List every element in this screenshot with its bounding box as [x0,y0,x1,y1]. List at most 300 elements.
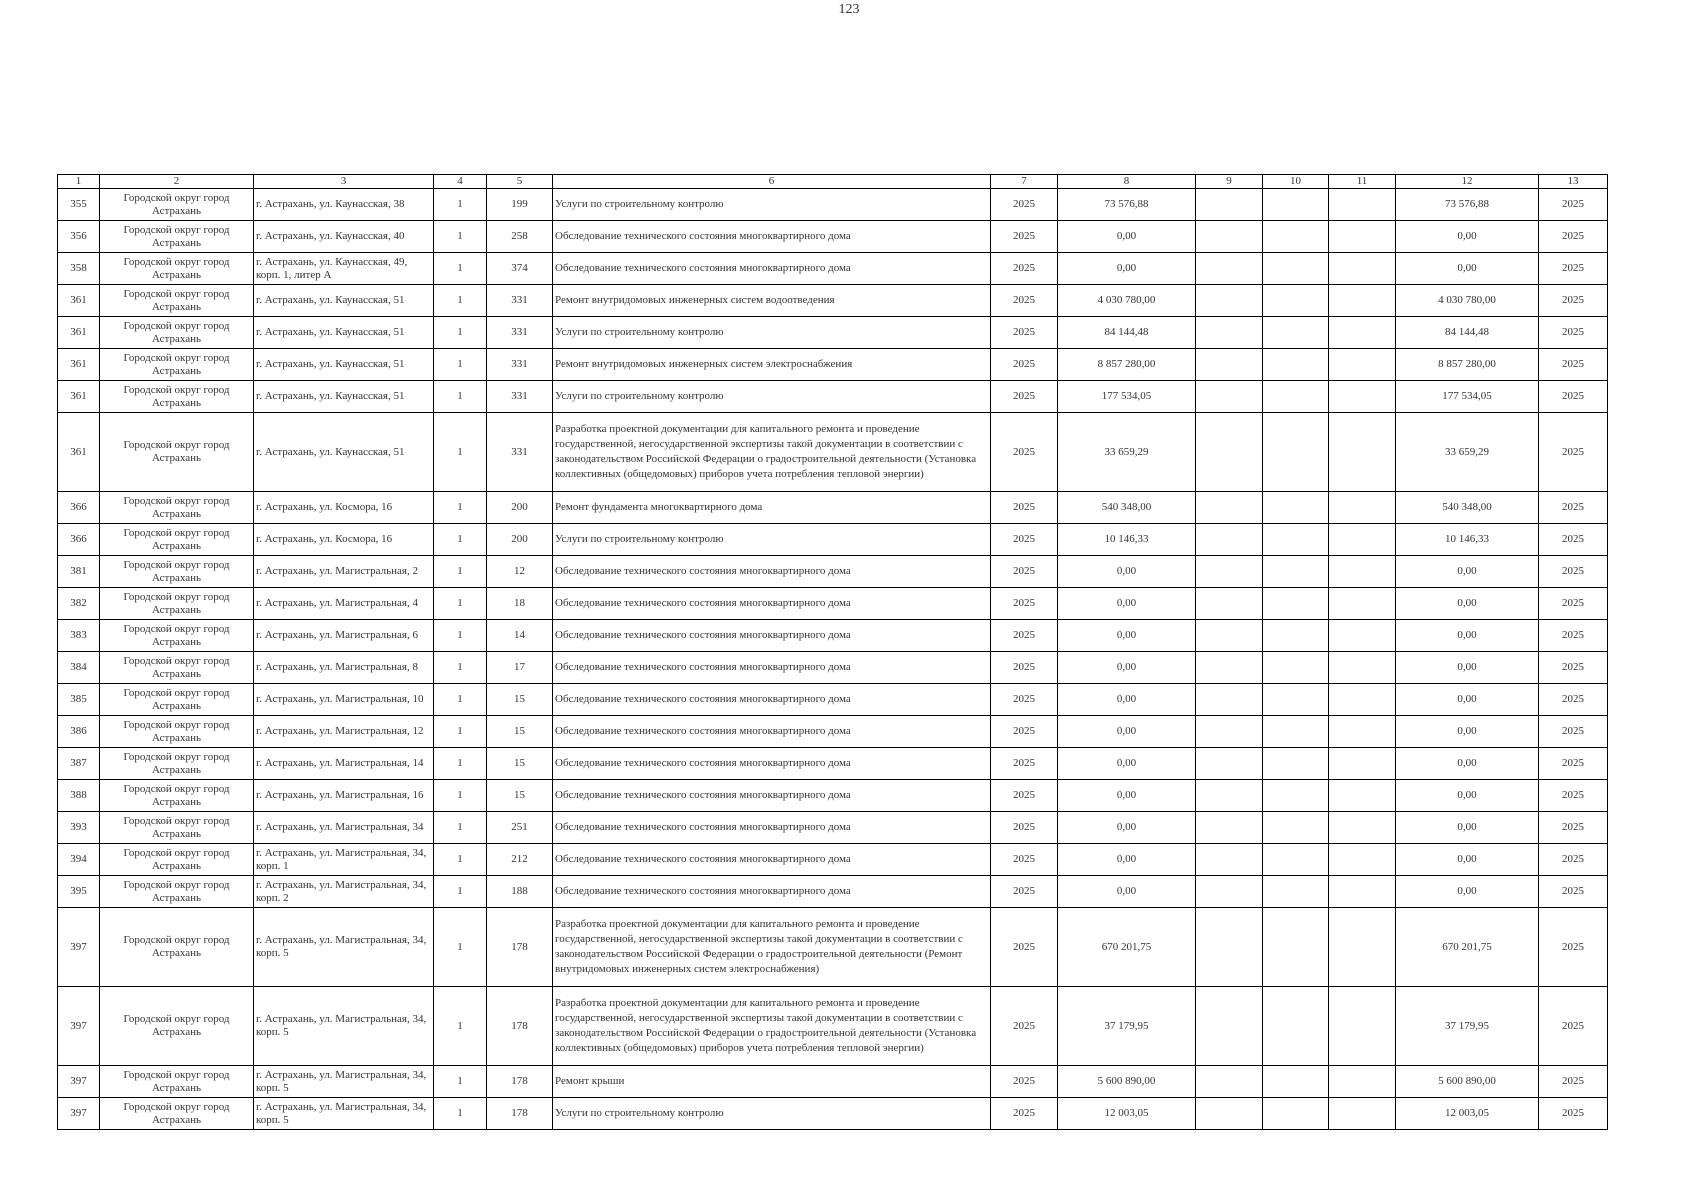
col11-cell [1329,908,1396,987]
col10-cell [1263,189,1329,221]
col9-cell [1196,780,1263,812]
work-type-cell: Обследование технического состояния многоквартирного дома [553,652,991,684]
district-cell: Городской округ город Астрахань [100,684,254,716]
col5-cell: 178 [487,908,553,987]
total-cell: 33 659,29 [1396,413,1539,492]
column-number-row [58,175,1608,189]
work-type-cell: Обследование технического состояния многоквартирного дома [553,684,991,716]
total-cell: 540 348,00 [1396,492,1539,524]
completion-year-cell: 2025 [1539,317,1608,349]
row-number-cell: 397 [58,1098,100,1130]
column-header: 12 [1396,175,1539,189]
address-cell: г. Астрахань, ул. Магистральная, 34, корп. 2 [254,876,434,908]
year-cell: 2025 [991,556,1058,588]
row-number-cell: 361 [58,413,100,492]
district-cell: Городской округ город Астрахань [100,588,254,620]
total-cell: 0,00 [1396,876,1539,908]
completion-year-cell: 2025 [1539,189,1608,221]
completion-year-cell: 2025 [1539,844,1608,876]
col11-cell [1329,652,1396,684]
col5-cell: 331 [487,317,553,349]
col11-cell [1329,1098,1396,1130]
work-type-cell: Обследование технического состояния многоквартирного дома [553,556,991,588]
total-cell: 8 857 280,00 [1396,349,1539,381]
work-type-cell: Обследование технического состояния многоквартирного дома [553,221,991,253]
completion-year-cell: 2025 [1539,908,1608,987]
district-cell: Городской округ город Астрахань [100,812,254,844]
address-cell: г. Астрахань, ул. Космора, 16 [254,492,434,524]
total-cell: 670 201,75 [1396,908,1539,987]
district-cell: Городской округ город Астрахань [100,221,254,253]
year-cell: 2025 [991,317,1058,349]
district-cell: Городской округ город Астрахань [100,317,254,349]
amount-cell: 0,00 [1058,620,1196,652]
col10-cell [1263,413,1329,492]
row-number-cell: 394 [58,844,100,876]
col5-cell: 15 [487,780,553,812]
year-cell: 2025 [991,381,1058,413]
amount-cell: 10 146,33 [1058,524,1196,556]
row-number-cell: 366 [58,524,100,556]
district-cell: Городской округ город Астрахань [100,492,254,524]
col5-cell: 17 [487,652,553,684]
col4-cell: 1 [434,876,487,908]
col11-cell [1329,844,1396,876]
col11-cell [1329,556,1396,588]
address-cell: г. Астрахань, ул. Магистральная, 34, корп. 5 [254,1098,434,1130]
col11-cell [1329,524,1396,556]
col11-cell [1329,221,1396,253]
col10-cell [1263,253,1329,285]
completion-year-cell: 2025 [1539,652,1608,684]
col4-cell: 1 [434,221,487,253]
row-number-cell: 382 [58,588,100,620]
amount-cell: 670 201,75 [1058,908,1196,987]
col4-cell: 1 [434,189,487,221]
row-number-cell: 361 [58,349,100,381]
col11-cell [1329,413,1396,492]
col4-cell: 1 [434,652,487,684]
col10-cell [1263,987,1329,1066]
completion-year-cell: 2025 [1539,780,1608,812]
col5-cell: 178 [487,1066,553,1098]
col10-cell [1263,812,1329,844]
completion-year-cell: 2025 [1539,381,1608,413]
col9-cell [1196,876,1263,908]
work-type-cell: Разработка проектной документации для капитального ремонта и проведение государственной, негосударственной экспертизы такой документации в соответствии с законодательством Российской Федерации о градостроительной деятельности (Ремонт внутридомовых инженерных систем электроснабжения) [553,908,991,987]
col4-cell: 1 [434,524,487,556]
amount-cell: 0,00 [1058,253,1196,285]
col9-cell [1196,381,1263,413]
work-type-cell: Ремонт фундамента многоквартирного дома [553,492,991,524]
col4-cell: 1 [434,908,487,987]
total-cell: 73 576,88 [1396,189,1539,221]
column-header: 13 [1539,175,1608,189]
work-type-cell: Ремонт внутридомовых инженерных систем электроснабжения [553,349,991,381]
col4-cell: 1 [434,1098,487,1130]
address-cell: г. Астрахань, ул. Каунасская, 51 [254,413,434,492]
col10-cell [1263,876,1329,908]
col11-cell [1329,748,1396,780]
row-number-cell: 393 [58,812,100,844]
col5-cell: 15 [487,716,553,748]
year-cell: 2025 [991,748,1058,780]
table-row [58,221,1608,253]
col10-cell [1263,524,1329,556]
table-row [58,844,1608,876]
col10-cell [1263,285,1329,317]
column-header: 10 [1263,175,1329,189]
col10-cell [1263,684,1329,716]
district-cell: Городской округ город Астрахань [100,780,254,812]
col4-cell: 1 [434,620,487,652]
amount-cell: 0,00 [1058,716,1196,748]
amount-cell: 0,00 [1058,844,1196,876]
amount-cell: 5 600 890,00 [1058,1066,1196,1098]
address-cell: г. Астрахань, ул. Каунасская, 40 [254,221,434,253]
total-cell: 0,00 [1396,253,1539,285]
col9-cell [1196,492,1263,524]
col9-cell [1196,652,1263,684]
completion-year-cell: 2025 [1539,1066,1608,1098]
work-type-cell: Обследование технического состояния многоквартирного дома [553,588,991,620]
col9-cell [1196,812,1263,844]
total-cell: 0,00 [1396,684,1539,716]
col9-cell [1196,524,1263,556]
year-cell: 2025 [991,285,1058,317]
col4-cell: 1 [434,413,487,492]
col11-cell [1329,620,1396,652]
work-type-cell: Услуги по строительному контролю [553,381,991,413]
work-type-cell: Обследование технического состояния многоквартирного дома [553,253,991,285]
row-number-cell: 358 [58,253,100,285]
table-row [58,876,1608,908]
col11-cell [1329,381,1396,413]
year-cell: 2025 [991,492,1058,524]
col9-cell [1196,189,1263,221]
completion-year-cell: 2025 [1539,285,1608,317]
table-row [58,812,1608,844]
col5-cell: 178 [487,1098,553,1130]
col11-cell [1329,812,1396,844]
work-type-cell: Обследование технического состояния многоквартирного дома [553,876,991,908]
column-header: 11 [1329,175,1396,189]
total-cell: 0,00 [1396,588,1539,620]
col9-cell [1196,1066,1263,1098]
row-number-cell: 361 [58,381,100,413]
col5-cell: 178 [487,987,553,1066]
col11-cell [1329,253,1396,285]
col9-cell [1196,349,1263,381]
completion-year-cell: 2025 [1539,413,1608,492]
table-row [58,413,1608,492]
col5-cell: 199 [487,189,553,221]
district-cell: Городской округ город Астрахань [100,987,254,1066]
col10-cell [1263,908,1329,987]
work-type-cell: Обследование технического состояния многоквартирного дома [553,620,991,652]
work-type-cell: Обследование технического состояния многоквартирного дома [553,844,991,876]
amount-cell: 8 857 280,00 [1058,349,1196,381]
total-cell: 0,00 [1396,221,1539,253]
amount-cell: 0,00 [1058,652,1196,684]
table-row [58,349,1608,381]
col5-cell: 15 [487,684,553,716]
column-header: 7 [991,175,1058,189]
address-cell: г. Астрахань, ул. Магистральная, 34, корп. 5 [254,987,434,1066]
col9-cell [1196,716,1263,748]
amount-cell: 0,00 [1058,588,1196,620]
year-cell: 2025 [991,652,1058,684]
address-cell: г. Астрахань, ул. Магистральная, 16 [254,780,434,812]
total-cell: 84 144,48 [1396,317,1539,349]
col9-cell [1196,844,1263,876]
amount-cell: 37 179,95 [1058,987,1196,1066]
col9-cell [1196,221,1263,253]
district-cell: Городской округ город Астрахань [100,381,254,413]
col11-cell [1329,317,1396,349]
col4-cell: 1 [434,492,487,524]
row-number-cell: 366 [58,492,100,524]
year-cell: 2025 [991,221,1058,253]
year-cell: 2025 [991,812,1058,844]
table-row [58,908,1608,987]
col10-cell [1263,652,1329,684]
district-cell: Городской округ город Астрахань [100,748,254,780]
completion-year-cell: 2025 [1539,620,1608,652]
address-cell: г. Астрахань, ул. Каунасская, 38 [254,189,434,221]
amount-cell: 177 534,05 [1058,381,1196,413]
total-cell: 4 030 780,00 [1396,285,1539,317]
col11-cell [1329,189,1396,221]
work-type-cell: Разработка проектной документации для капитального ремонта и проведение государственной, негосударственной экспертизы такой документации в соответствии с законодательством Российской Федерации о градостроительной деятельности (Установка коллективных (общедомовых) приборов учета потребления тепловой энергии) [553,413,991,492]
work-type-cell: Разработка проектной документации для капитального ремонта и проведение государственной, негосударственной экспертизы такой документации в соответствии с законодательством Российской Федерации о градостроительной деятельности (Установка коллективных (общедомовых) приборов учета потребления тепловой энергии) [553,987,991,1066]
column-header: 9 [1196,175,1263,189]
amount-cell: 12 003,05 [1058,1098,1196,1130]
district-cell: Городской округ город Астрахань [100,620,254,652]
col9-cell [1196,620,1263,652]
year-cell: 2025 [991,908,1058,987]
total-cell: 10 146,33 [1396,524,1539,556]
col5-cell: 251 [487,812,553,844]
col11-cell [1329,716,1396,748]
amount-cell: 0,00 [1058,221,1196,253]
page-number: 123 [838,2,860,17]
completion-year-cell: 2025 [1539,876,1608,908]
address-cell: г. Астрахань, ул. Каунасская, 51 [254,285,434,317]
address-cell: г. Астрахань, ул. Каунасская, 51 [254,349,434,381]
col9-cell [1196,908,1263,987]
col4-cell: 1 [434,381,487,413]
amount-cell: 84 144,48 [1058,317,1196,349]
amount-cell: 0,00 [1058,748,1196,780]
table-row [58,780,1608,812]
completion-year-cell: 2025 [1539,556,1608,588]
address-cell: г. Астрахань, ул. Магистральная, 14 [254,748,434,780]
row-number-cell: 384 [58,652,100,684]
col9-cell [1196,588,1263,620]
amount-cell: 0,00 [1058,812,1196,844]
year-cell: 2025 [991,620,1058,652]
completion-year-cell: 2025 [1539,253,1608,285]
amount-cell: 0,00 [1058,556,1196,588]
address-cell: г. Астрахань, ул. Магистральная, 34 [254,812,434,844]
address-cell: г. Астрахань, ул. Магистральная, 4 [254,588,434,620]
col5-cell: 258 [487,221,553,253]
address-cell: г. Астрахань, ул. Магистральная, 34, корп. 5 [254,908,434,987]
total-cell: 0,00 [1396,716,1539,748]
completion-year-cell: 2025 [1539,349,1608,381]
completion-year-cell: 2025 [1539,812,1608,844]
address-cell: г. Астрахань, ул. Космора, 16 [254,524,434,556]
col10-cell [1263,1066,1329,1098]
work-type-cell: Услуги по строительному контролю [553,189,991,221]
work-type-cell: Услуги по строительному контролю [553,1098,991,1130]
table-row [58,588,1608,620]
table-row [58,652,1608,684]
total-cell: 0,00 [1396,620,1539,652]
col10-cell [1263,349,1329,381]
completion-year-cell: 2025 [1539,987,1608,1066]
col5-cell: 374 [487,253,553,285]
col5-cell: 331 [487,381,553,413]
year-cell: 2025 [991,716,1058,748]
completion-year-cell: 2025 [1539,221,1608,253]
row-number-cell: 356 [58,221,100,253]
district-cell: Городской округ город Астрахань [100,908,254,987]
work-type-cell: Обследование технического состояния многоквартирного дома [553,748,991,780]
total-cell: 0,00 [1396,748,1539,780]
district-cell: Городской округ город Астрахань [100,349,254,381]
col5-cell: 331 [487,349,553,381]
total-cell: 0,00 [1396,556,1539,588]
work-type-cell: Обследование технического состояния многоквартирного дома [553,716,991,748]
row-number-cell: 355 [58,189,100,221]
col10-cell [1263,317,1329,349]
col11-cell [1329,1066,1396,1098]
table-row [58,317,1608,349]
col9-cell [1196,285,1263,317]
col11-cell [1329,684,1396,716]
completion-year-cell: 2025 [1539,684,1608,716]
year-cell: 2025 [991,684,1058,716]
col4-cell: 1 [434,780,487,812]
col10-cell [1263,620,1329,652]
address-cell: г. Астрахань, ул. Магистральная, 10 [254,684,434,716]
table-row [58,189,1608,221]
table-row [58,285,1608,317]
address-cell: г. Астрахань, ул. Каунасская, 51 [254,317,434,349]
col5-cell: 212 [487,844,553,876]
year-cell: 2025 [991,413,1058,492]
col4-cell: 1 [434,349,487,381]
amount-cell: 0,00 [1058,684,1196,716]
col11-cell [1329,876,1396,908]
col9-cell [1196,748,1263,780]
capital-repair-table [57,174,1608,1130]
col4-cell: 1 [434,285,487,317]
district-cell: Городской округ город Астрахань [100,652,254,684]
address-cell: г. Астрахань, ул. Магистральная, 6 [254,620,434,652]
amount-cell: 540 348,00 [1058,492,1196,524]
address-cell: г. Астрахань, ул. Каунасская, 51 [254,381,434,413]
year-cell: 2025 [991,987,1058,1066]
district-cell: Городской округ город Астрахань [100,844,254,876]
year-cell: 2025 [991,349,1058,381]
year-cell: 2025 [991,189,1058,221]
table-row [58,1098,1608,1130]
col5-cell: 200 [487,524,553,556]
row-number-cell: 397 [58,908,100,987]
address-cell: г. Астрахань, ул. Магистральная, 12 [254,716,434,748]
amount-cell: 0,00 [1058,780,1196,812]
column-header: 6 [553,175,991,189]
total-cell: 0,00 [1396,844,1539,876]
table-row [58,492,1608,524]
row-number-cell: 361 [58,285,100,317]
col4-cell: 1 [434,1066,487,1098]
col10-cell [1263,716,1329,748]
year-cell: 2025 [991,876,1058,908]
table-row [58,620,1608,652]
work-type-cell: Обследование технического состояния многоквартирного дома [553,812,991,844]
column-header: 3 [254,175,434,189]
col10-cell [1263,492,1329,524]
total-cell: 177 534,05 [1396,381,1539,413]
col4-cell: 1 [434,684,487,716]
total-cell: 0,00 [1396,652,1539,684]
district-cell: Городской округ город Астрахань [100,716,254,748]
col4-cell: 1 [434,253,487,285]
row-number-cell: 381 [58,556,100,588]
district-cell: Городской округ город Астрахань [100,285,254,317]
row-number-cell: 397 [58,987,100,1066]
year-cell: 2025 [991,844,1058,876]
column-header: 2 [100,175,254,189]
col11-cell [1329,349,1396,381]
row-number-cell: 386 [58,716,100,748]
table-body [58,189,1608,1130]
completion-year-cell: 2025 [1539,588,1608,620]
district-cell: Городской округ город Астрахань [100,876,254,908]
district-cell: Городской округ город Астрахань [100,1066,254,1098]
completion-year-cell: 2025 [1539,748,1608,780]
row-number-cell: 397 [58,1066,100,1098]
col9-cell [1196,413,1263,492]
district-cell: Городской округ город Астрахань [100,556,254,588]
work-type-cell: Услуги по строительному контролю [553,317,991,349]
amount-cell: 0,00 [1058,876,1196,908]
col4-cell: 1 [434,844,487,876]
column-header: 5 [487,175,553,189]
table-row [58,684,1608,716]
col9-cell [1196,987,1263,1066]
col4-cell: 1 [434,748,487,780]
district-cell: Городской округ город Астрахань [100,524,254,556]
table-row [58,748,1608,780]
col5-cell: 18 [487,588,553,620]
col4-cell: 1 [434,588,487,620]
col10-cell [1263,748,1329,780]
row-number-cell: 388 [58,780,100,812]
table-row [58,381,1608,413]
table-row [58,716,1608,748]
col10-cell [1263,1098,1329,1130]
col9-cell [1196,253,1263,285]
address-cell: г. Астрахань, ул. Каунасская, 49, корп. 1, литер А [254,253,434,285]
col10-cell [1263,556,1329,588]
year-cell: 2025 [991,253,1058,285]
address-cell: г. Астрахань, ул. Магистральная, 2 [254,556,434,588]
